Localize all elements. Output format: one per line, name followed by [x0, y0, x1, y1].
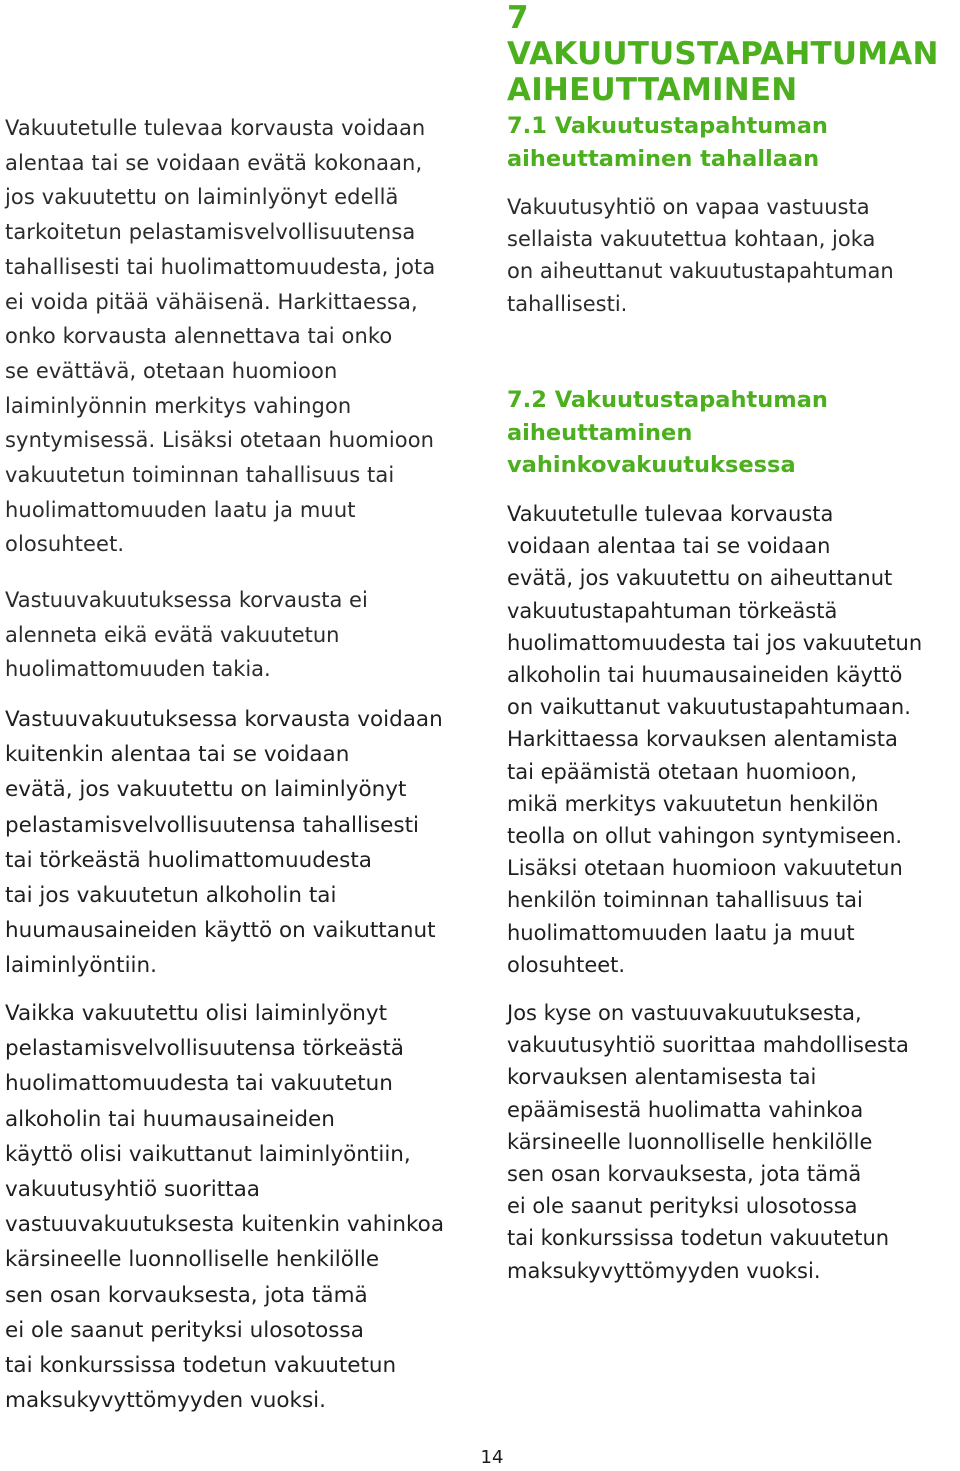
section-7-2-heading: 7.2 Vakuutustapahtuman aiheuttaminen vahinkovakuutuksessa [507, 387, 828, 478]
left-paragraph-4: Vaikka vakuutettu olisi laiminlyönyt pelastamisvelvollisuutensa törkeästä huolimattomuudesta tai vakuutetun alkoholin tai huumausaineiden käyttö olisi vaikuttanut laiminlyöntiin, vakuutusyhtiö suorittaa vastuuvakuutuksesta kuitenkin vahinkoa kärsineelle luonnolliselle henkilölle sen osan korvauksesta, jota tämä ei ole saanut perityksi ulosotossa tai konkurssissa todetun vakuutetun maksukyvyttömyyden vuoksi. [5, 1001, 444, 1414]
section-7-1-heading: 7.1 Vakuutustapahtuman aiheuttaminen tahallaan [507, 113, 828, 172]
chapter-title: 7 VAKUUTUSTAPAHTUMAN AIHEUTTAMINEN [507, 0, 939, 108]
left-paragraph-1: Vakuutetulle tulevaa korvausta voidaan alentaa tai se voidaan evätä kokonaan, jos vakuutettu on laiminlyönyt edellä tarkoitetun pelastamisvelvollisuutensa tahallisesti tai huolimattomuudesta, jota ei voida pitää vähäisenä. Harkittaessa, onko korvausta alennettava tai onko se evättävä, otetaan huomioon laiminlyönnin merkitys vahingon syntymisessä. Lisäksi otetaan huomioon vakuutetun toiminnan tahallisuus tai huolimattomuuden laatu ja muut olosuhteet. [5, 116, 436, 557]
section-7-2-paragraph-1: Vakuutetulle tulevaa korvausta voidaan alentaa tai se voidaan evätä, jos vakuutettu on aiheuttanut vakuutustapahtuman törkeästä huolimattomuudesta tai jos vakuutetun alkoholin tai huumausaineiden käyttö on vaikuttanut vakuutustapahtumaan. Harkittaessa korvauksen alentamista tai epäämistä otetaan huomioon, mikä merkitys vakuutetun henkilön teolla on ollut vahingon syntymiseen. Lisäksi otetaan huomioon vakuutetun henkilön toiminnan tahallisuus tai huolimattomuuden laatu ja muut olosuhteet. [507, 502, 923, 977]
section-7-1-text: Vakuutusyhtiö on vapaa vastuusta sellaista vakuutettua kohtaan, joka on aiheuttanut vakuutustapahtuman tahallisesti. [507, 195, 894, 316]
section-7-2-paragraph-2: Jos kyse on vastuuvakuutuksesta, vakuutusyhtiö suorittaa mahdollisesta korvauksen alentamisesta tai epäämisestä huolimatta vahinkoa kärsineelle luonnolliselle henkilölle sen osan korvauksesta, jota tämä ei ole saanut perityksi ulosotossa tai konkurssissa todetun vakuutetun maksukyvyttömyyden vuoksi. [507, 1001, 909, 1283]
page-number: 14 [480, 1447, 504, 1468]
left-paragraph-3: Vastuuvakuutuksessa korvausta voidaan kuitenkin alentaa tai se voidaan evätä, jos vakuutettu on laiminlyönyt pelastamisvelvollisuutensa tahallisesti tai törkeästä huolimattomuudesta tai jos vakuutetun alkoholin tai huumausaineiden käyttö on vaikuttanut laiminlyöntiin. [5, 707, 443, 979]
left-paragraph-2: Vastuuvakuutuksessa korvausta ei alenneta eikä evätä vakuutetun huolimattomuuden takia. [5, 588, 368, 682]
